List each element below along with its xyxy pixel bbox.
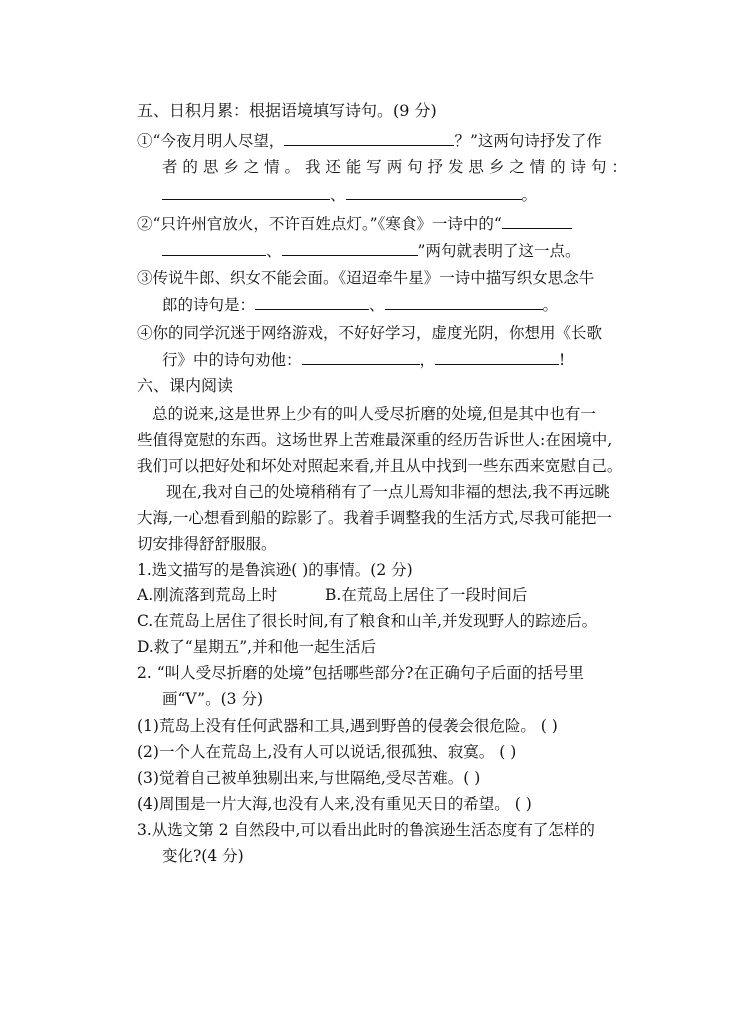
q5-3-line1: ③传说牛郎、织女不能会面。《迢迢牵牛星》一诗中描写织女思念牛 (137, 269, 595, 287)
q5-3-line2 (162, 294, 558, 315)
q5-3-sep: 、 (369, 296, 385, 314)
q5-3-end: 。 (542, 296, 559, 314)
q5-3-blank-1[interactable] (255, 294, 369, 310)
q6-2-stem-line1: 2. “叫人受尽折磨的处境”包括哪些部分?在正确句子后面的括号里 (137, 664, 584, 682)
q5-2-blank-1[interactable] (502, 213, 572, 229)
q6-2-item-1[interactable]: (1)荒岛上没有任何武器和工具,遇到野兽的侵袭会很危险。 ( ) (137, 717, 558, 735)
q6-2-item-2[interactable]: (2)一个人在荒岛上,没有人可以说话,很孤独、寂寞。 ( ) (137, 743, 517, 761)
q5-1-line3 (162, 184, 537, 205)
q5-2-blank-3[interactable] (282, 240, 418, 256)
q5-1-text-post: ？”这两句诗抒发了作 (454, 132, 602, 150)
passage-p1-line3: 我们可以把好处和坏处对照起来看,并且从中找到一些东西来宽慰自己。 (137, 457, 623, 475)
q6-2-item-3[interactable]: (3)觉着自己被单独剔出来,与世隔绝,受尽苦难。( ) (137, 769, 481, 787)
q5-2-blank-2[interactable] (162, 240, 266, 256)
q5-3-text-pre: 郎的诗句是： (162, 296, 256, 314)
q6-1-stem: 1.选文描写的是鲁滨逊( )的事情。(2 分) (137, 561, 413, 579)
q5-3-blank-2[interactable] (385, 294, 543, 310)
q5-2-text-pre: ②“只许州官放火，不许百姓点灯。”《寒食》一诗中的“ (137, 215, 502, 233)
q5-1-blank-2[interactable] (162, 184, 330, 200)
passage-p1-line1: 总的说来,这是世界上少有的叫人受尽折磨的处境,但是其中也有一 (152, 405, 596, 423)
q5-2-line1 (137, 213, 572, 234)
section-six-heading: 六、课内阅读 (137, 376, 234, 395)
section-five-heading: 五、日积月累：根据语境填写诗句。(9 分) (137, 101, 437, 120)
q5-1-sep: 、 (330, 186, 346, 204)
q5-1-blank-1[interactable] (284, 130, 454, 146)
q5-4-text-pre: 行》中的诗句劝他： (162, 351, 302, 369)
q6-1-option-c[interactable]: C.在荒岛上居住了很长时间,有了粮食和山羊,并发现野人的踪迹后。 (137, 612, 598, 630)
passage-p2-line1: 现在,我对自己的处境稍稍有了一点儿焉知非福的想法,我不再远眺 (166, 483, 610, 501)
q5-4-line2 (162, 349, 565, 370)
q6-2-stem-line2: 画“V”。(3 分) (162, 690, 263, 708)
q5-1-end: 。 (521, 186, 538, 204)
q6-1-option-d[interactable]: D.救了“星期五”,并和他一起生活后 (137, 638, 377, 656)
q5-1-line2: 者 的 思 乡 之 情 。 我 还 能 写 两 句 抒 发 思 乡 之 情 的 诗 句 ： (162, 158, 627, 176)
q5-2-text-post: ”两句就表明了这一点。 (417, 242, 581, 260)
q5-1-text-pre: ①“今夜月明人尽望， (137, 132, 285, 150)
q5-2-sep: 、 (266, 242, 282, 260)
q5-4-line1: ④你的同学沉迷于网络游戏，不好好学习，虚度光阴，你想用《长歌 (137, 324, 603, 342)
passage-p1-line2: 些值得宽慰的东西。这场世界上苦难最深重的经历告诉世人:在困境中, (137, 431, 613, 449)
q5-4-blank-1[interactable] (302, 349, 420, 365)
q5-4-blank-2[interactable] (435, 349, 559, 365)
q6-1-option-b[interactable]: B.在荒岛上居住了一段时间后 (325, 586, 528, 604)
q6-2-item-4[interactable]: (4)周围是一片大海,也没有人来,没有重见天日的希望。 ( ) (137, 795, 532, 813)
q6-1-option-a[interactable]: A.刚流落到荒岛上时 (137, 586, 278, 604)
passage-p2-line3: 切安排得舒舒服服。 (137, 535, 277, 553)
q6-3-stem-line1: 3.从选文第 2 自然段中,可以看出此时的鲁滨逊生活态度有了怎样的 (137, 821, 595, 839)
q5-4-end: ! (559, 351, 566, 369)
q5-1-blank-3[interactable] (346, 184, 522, 200)
passage-p2-line2: 大海,一心想看到船的踪影了。我着手调整我的生活方式,尽我可能把一 (137, 509, 612, 527)
q5-4-sep: ， (419, 351, 436, 369)
q6-3-stem-line2: 变化?(4 分) (162, 847, 244, 865)
q5-1-line1 (137, 130, 602, 151)
q5-2-line2 (162, 240, 580, 261)
